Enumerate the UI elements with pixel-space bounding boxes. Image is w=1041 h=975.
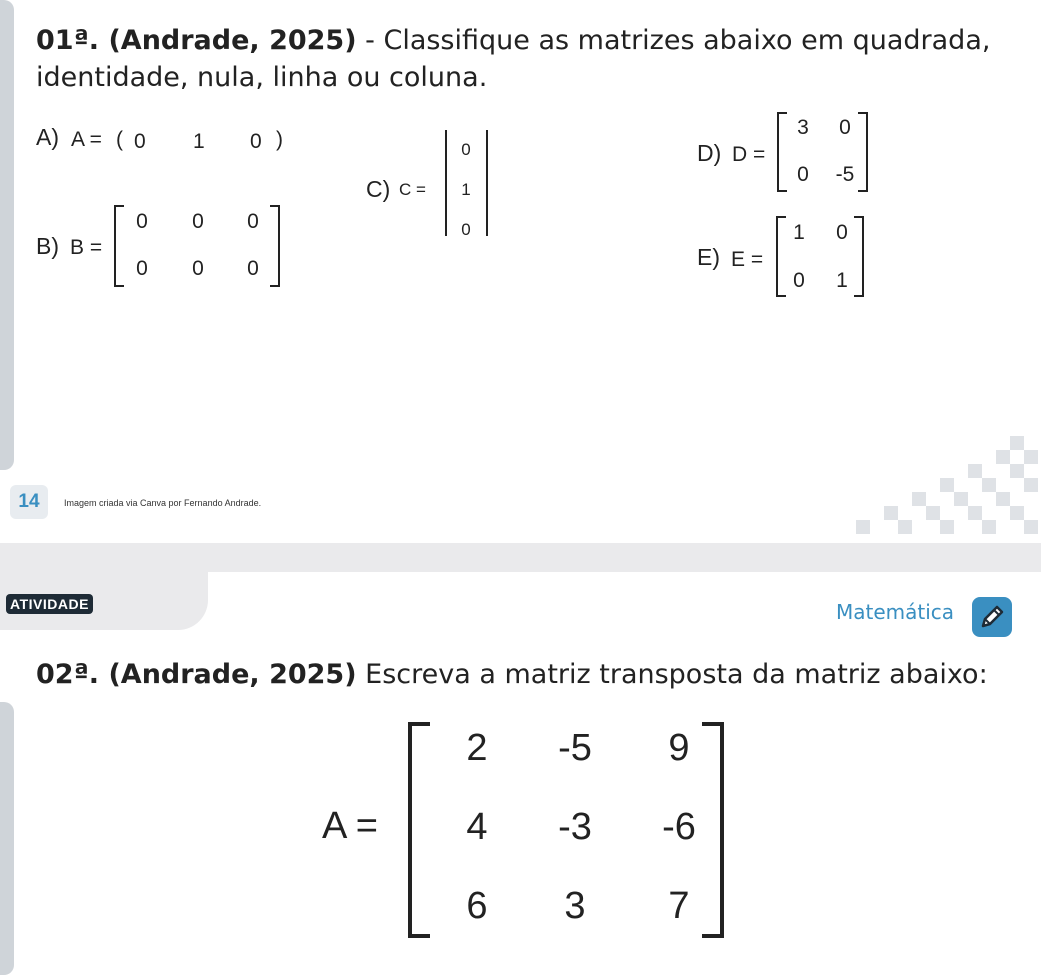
item-e-label: E) xyxy=(697,244,720,270)
item-a-cell-3: 0 xyxy=(250,130,262,153)
question-2-text: Escreva a matriz transposta da matriz abaixo: xyxy=(356,659,988,690)
item-e-left-bracket xyxy=(776,216,786,297)
matrix-a-cell: 2 xyxy=(466,727,488,769)
image-credit: Imagem criada via Canva por Fernando Andrade. xyxy=(64,498,262,508)
item-d-cell: 3 xyxy=(797,116,809,139)
matrix-a-cell: 9 xyxy=(668,727,690,769)
item-d-label: D) xyxy=(697,140,722,166)
matrix-a-left-bracket xyxy=(408,722,430,938)
item-e-cell: 1 xyxy=(793,221,805,244)
item-e-lhs: E = xyxy=(731,248,764,271)
item-e-cell: 0 xyxy=(836,221,848,244)
item-d-right-bracket xyxy=(858,112,868,192)
matrix-a-cell: 7 xyxy=(668,885,690,927)
item-b-cell: 0 xyxy=(247,257,259,280)
item-b-cell: 0 xyxy=(136,257,148,280)
item-a-cell-1: 0 xyxy=(134,130,146,153)
item-a-lhs: A = xyxy=(71,128,102,151)
item-b-cell: 0 xyxy=(247,210,259,233)
item-c-label: C) xyxy=(366,176,391,202)
item-d-cell: 0 xyxy=(839,116,851,139)
item-e-right-bracket xyxy=(854,216,864,297)
item-c-cell: 0 xyxy=(461,140,471,159)
page-number: 14 xyxy=(10,485,48,519)
item-c-left-bar xyxy=(445,130,447,236)
item-d-lhs: D = xyxy=(732,143,766,166)
item-c-cell: 0 xyxy=(461,220,471,239)
item-b-left-bracket xyxy=(114,205,124,287)
matrix-a-cell: -5 xyxy=(558,727,592,769)
subject-label: Matemática xyxy=(836,600,955,624)
left-accent-bar xyxy=(0,702,14,975)
matrix-a-cell: 3 xyxy=(564,885,586,927)
matrix-a-cell: -6 xyxy=(662,806,696,848)
question-1-number: 01ª. (Andrade, 2025) xyxy=(36,25,357,56)
item-a-open-paren: ( xyxy=(116,128,123,151)
matrix-a-lhs: A = xyxy=(322,805,378,847)
question-1-statement xyxy=(36,22,1026,96)
item-b-cell: 0 xyxy=(192,257,204,280)
left-accent-bar xyxy=(0,0,14,470)
item-c-right-bar xyxy=(486,130,488,236)
matrix-a-cell: -3 xyxy=(558,806,592,848)
activity-badge: ATIVIDADE xyxy=(6,594,93,614)
item-e-cell: 1 xyxy=(836,269,848,292)
item-b-cell: 0 xyxy=(136,210,148,233)
item-d-cell: -5 xyxy=(835,163,855,186)
matrix-a-cell: 4 xyxy=(466,806,488,848)
pencil-icon xyxy=(972,597,1012,637)
item-d-left-bracket xyxy=(777,112,787,192)
item-c-lhs: C = xyxy=(399,180,426,199)
item-e-cell: 0 xyxy=(793,269,805,292)
item-b-lhs: B = xyxy=(70,236,103,259)
item-a-cell-2: 1 xyxy=(193,130,205,153)
item-b-label: B) xyxy=(36,233,59,259)
matrix-a-cell: 6 xyxy=(466,885,488,927)
item-d-cell: 0 xyxy=(797,163,809,186)
item-b-right-bracket xyxy=(270,205,280,287)
page-2 xyxy=(0,572,1041,975)
question-2-statement xyxy=(36,656,1026,693)
item-b-cell: 0 xyxy=(192,210,204,233)
question-2-number: 02ª. (Andrade, 2025) xyxy=(36,659,357,690)
item-c-cell: 1 xyxy=(461,180,471,199)
question-1-text: - Classifique as matrizes abaixo em quadrada, identidade, nula, linha ou coluna. xyxy=(36,25,991,93)
item-a-label: A) xyxy=(36,124,59,150)
page-separator xyxy=(0,543,1041,572)
item-a-close-paren: ) xyxy=(276,128,283,151)
